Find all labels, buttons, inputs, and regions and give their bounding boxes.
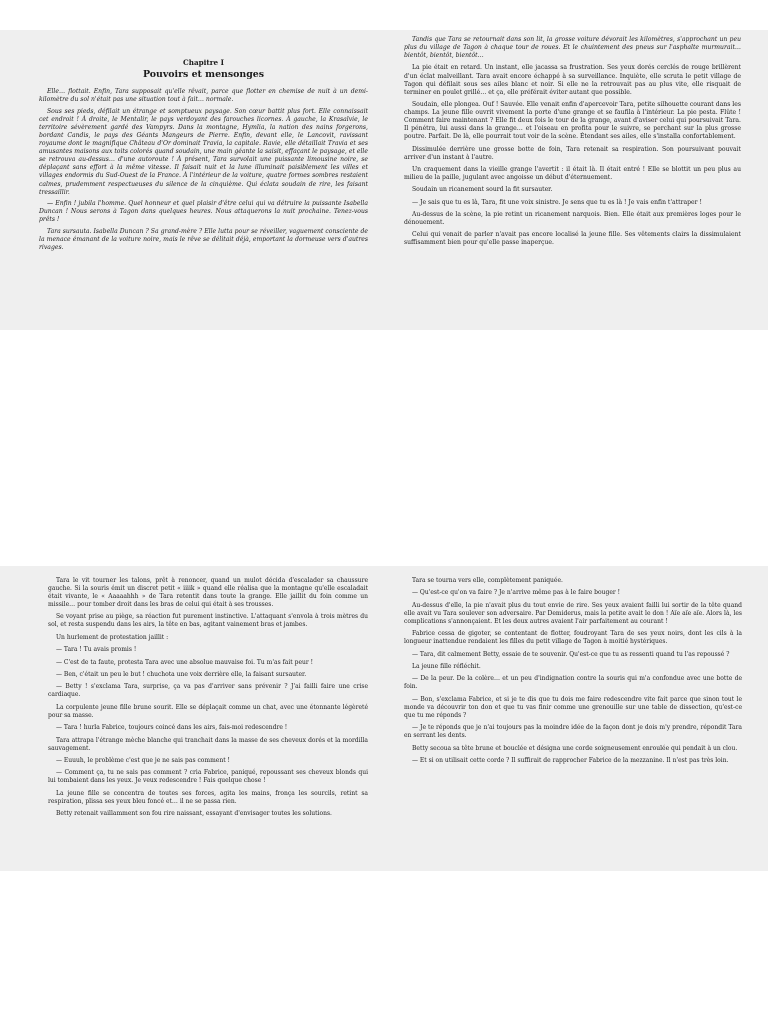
paragraph: — Comment ça, tu ne sais pas comment ? cria Fabrice, paniqué, repoussant ses cheveux blonds qui lui tombaient dans les yeux. Je veux redescendre ! Fais quelque chose ! <box>48 769 368 785</box>
paragraph: — Euuuh, le problème c'est que je ne sais pas comment ! <box>56 756 230 764</box>
paragraph: — Et si on utilisait cette corde ? Il suffirait de rapprocher Fabrice de la mezzanine. Il n'est pas très loin. <box>412 756 729 764</box>
paragraph: — Bon, s'exclama Fabrice, et si je te dis que tu dois me faire redescendre vite fait parce que sinon tout le monde va découvrir ton don et que tu vas finir comme une grenouille sur une table de dissection, qu'est-ce que tu me réponds ? <box>404 695 742 719</box>
paragraph: Tara le vit tourner les talons, prêt à renoncer, quand un mulot décida d'escalader sa chaussure gauche. Si la souris émit un discret petit « iiiik » quand elle réalisa que la montagne qu'elle escaladait était vivante, le « Aaaaahhh » de Tara retentit dans toute la grange. Elle jaillit du foin comme un missile… pour tomber droit dans les bras de celui qui était à ses trousses. <box>48 577 368 608</box>
paragraph: Un craquement dans la vieille grange l'avertit : il était là. Il était entré ! Elle se blottit un peu plus au milieu de la paille, jugulant avec angoisse un début d'éternuement. <box>404 166 741 182</box>
paragraph: Celui qui venait de parler n'avait pas encore localisé la jeune fille. Ses vêtements clairs la dissimulaient suffisamment bien pour qu'elle passe inaperçue. <box>404 231 741 247</box>
paragraph: Betty retenait vaillamment son fou rire naissant, essayant d'envisager toutes les solutions. <box>56 810 332 818</box>
chapter-number: Chapitre I <box>183 58 224 67</box>
paragraph: Tara sursauta. Isabella Duncan ? Sa grand-mère ? Elle lutta pour se réveiller, vaguement consciente de la menace émanant de la voiture noire, mais le rêve se délitait déjà, emportant la dormeuse vers d'autres rivages. <box>39 228 368 252</box>
paragraph: Dissimulée derrière une grosse botte de foin, Tara retenait sa respiration. Son poursuivant pouvait arriver d'un instant à l'autre. <box>404 145 741 161</box>
paragraph: La corpulente jeune fille brune sourit. Elle se déplaçait comme un chat, avec une étonnante légèreté pour sa masse. <box>48 703 368 719</box>
paragraph: — De la peur. De la colère… et un peu d'indignation contre la souris qui m'a confondue avec une botte de foin. <box>404 675 742 691</box>
italic-dream-text <box>39 88 368 252</box>
italic-intro: Tandis que Tara se retournait dans son lit, la grosse voiture dévorait les kilomètres, s'approchant un peu plus du village de Tagon à chaque tour de roues. Et le chuintement des pneus sur l'asphalte murmurait… bientôt, bientôt, bientôt… <box>404 36 741 60</box>
top-spread <box>0 30 768 330</box>
paragraph: Au-dessus de la scène, la pie retint un ricanement narquois. Bien. Elle était aux premières loges pour le dénouement. <box>404 211 741 227</box>
paragraph: Soudain un ricanement sourd la fit sursauter. <box>412 186 553 194</box>
paragraph: — Je sais que tu es là, Tara, fit une voix sinistre. Je sens que tu es là ! Je vais enfin t'attraper ! <box>412 198 702 206</box>
paragraph: Soudain, elle plongea. Ouf ! Sauvée. Elle venait enfin d'apercevoir Tara, petite silhouette courant dans les champs. La jeune fille ouvrit vivement la porte d'une grange et se faufila à l'intérieur. La pie pesta. Flûte ! Comment faire maintenant ? Elle fit deux fois le tour de la grange, avant d'aviser celui qui poursuivait Tara. Il pénétra, lui aussi dans la grange… et l'oiseau en profita pour le suivre, se perchant sur la plus grosse poutre. Parfait. De là, elle pourrait tout voir de la scène. Étendant ses ailes, elle s'installa confortablement. <box>404 101 741 141</box>
paragraph: — C'est de ta faute, protesta Tara avec une absolue mauvaise foi. Tu m'as fait peur ! <box>56 658 314 666</box>
paragraph: Tara se tourna vers elle, complètement paniquée. <box>412 577 563 584</box>
paragraph: Se voyant prise au piège, sa réaction fut purement instinctive. L'attaquant s'envola à trois mètres du sol, et resta suspendu dans les airs, la tête en bas, agitant vainement bras et jambes. <box>48 613 368 629</box>
paragraph: Betty secoua sa tête brune et bouclée et désigna une corde soigneusement enroulée qui pendait à un clou. <box>412 744 738 752</box>
paragraph: — Ben, c'était un peu le but ! chuchota une voix derrière elle, la faisant sursauter. <box>56 670 307 678</box>
paragraph: — Tara, dit calmement Betty, essaie de te souvenir. Qu'est-ce que tu as ressenti quand tu l'as repoussé ? <box>412 650 730 658</box>
page-bottom-right <box>384 566 768 871</box>
paragraph: Fabrice cessa de gigoter, se contentant de flotter, foudroyant Tara de ses yeux noirs, dont les cils à la longueur inattendue rendaient les filles du petit village de Tagon à moitié hystériques. <box>404 630 742 646</box>
page-top-right <box>384 30 768 330</box>
paragraph: — Je te réponds que je n'ai toujours pas la moindre idée de la façon dont je dois m'y prendre, répondit Tara en serrant les dents. <box>404 724 742 740</box>
paragraph: Au-dessus d'elle, la pie n'avait plus du tout envie de rire. Ses yeux avaient failli lui sortir de la tête quand elle avait vu Tara soulever son adversaire. Par Demiderus, mais la petite avait le don ! Aïe aïe aïe. Alors là, les complications s'annonçaient. Et les deux autres avaient l'air parfaitement au courant ! <box>404 601 742 625</box>
paragraph: Un hurlement de protestation jaillit : <box>56 633 169 641</box>
paragraph: La jeune fille réfléchit. <box>412 662 481 670</box>
paragraph: Tara attrapa l'étrange mèche blanche qui tranchait dans la masse de ses cheveux dorés et la mordilla sauvagement. <box>48 736 368 752</box>
paragraph: — Tara ! hurla Fabrice, toujours coincé dans les airs, fais-moi redescendre ! <box>56 724 288 732</box>
bottom-spread <box>0 566 768 871</box>
page-top-left <box>0 30 384 330</box>
paragraph: La pie était en retard. Un instant, elle jacassa sa frustration. Ses yeux dorés cerclés de rouge brillèrent d'un éclat malveillant. Tara avait encore échappé à sa surveillance. Inquiète, elle scruta le petit village de Tagon qui défilait sous ses ailes blanc et noir. Si elle ne la retrouvait pas au plus vite, elle risquait de terminer en poulet grillé… et ça, elle préférait éviter autant que possible. <box>404 64 741 96</box>
page-bottom-left <box>0 566 384 871</box>
paragraph: La jeune fille se concentra de toutes ses forces, agita les mains, fronça les sourcils, retint sa respiration, plissa ses yeux bleu foncé et… il ne se passa rien. <box>48 789 368 805</box>
paragraph: Elle… flottait. Enfin, Tara supposait qu'elle rêvait, parce que flotter en chemise de nuit à un demi-kilomètre du sol n'était pas une situation tout à fait… normale. <box>39 88 368 104</box>
paragraph: — Enfin ! jubila l'homme. Quel honneur et quel plaisir d'être celui qui va détruire la puissante Isabella Duncan ! Nous serons à Tagon dans quelques heures. Nous attaquerons la nuit prochaine. Tenez-vous prêts ! <box>39 200 368 224</box>
chapter-title: Pouvoirs et mensonges <box>142 69 264 80</box>
paragraph: — Qu'est-ce qu'on va faire ? Je n'arrive même pas à le faire bouger ! <box>412 589 621 597</box>
paragraph: — Tara ! Tu avais promis ! <box>56 646 137 654</box>
paragraph: Sous ses pieds, défilait un étrange et somptueux paysage. Son cœur battit plus fort. Elle connaissait cet endroit ! À droite, le Mentalir, le pays verdoyant des farouches licornes. À gauche, la Krasalvie, le territoire sévèrement gardé des Vampyrs. Dans la montagne, Hymlia, la nation des nains forgerons, bordant Candis, le pays des Géants Mangeurs de Pierre. Enfin, devant elle, le Lancovit, ravissant royaume dont le magnifique Château d'Or dominait Travia, la capitale. Ravie, elle détaillait Travia et ses amusantes maisons aux toits colorés quand soudain, une main géante la saisit, effaçant le paysage, et elle se retrouva au-dessus… d'une autoroute ! À présent, Tara survolait une puissante limousine noire, se déplaçant sans effort à la même vitesse. Il faisait nuit et la lune illuminait paisiblement les villes et villages endormis du Sud-Ouest de la France. À l'intérieur de la voiture, quatre formes sombres restaient calmes, prudemment respectueuses du silence de la cinquième. Qui éclata soudain de rire, les faisant tressaillir. <box>39 107 368 196</box>
paragraph: — Betty ! s'exclama Tara, surprise, ça va pas d'arriver sans prévenir ? J'ai failli faire une crise cardiaque. <box>48 683 368 699</box>
